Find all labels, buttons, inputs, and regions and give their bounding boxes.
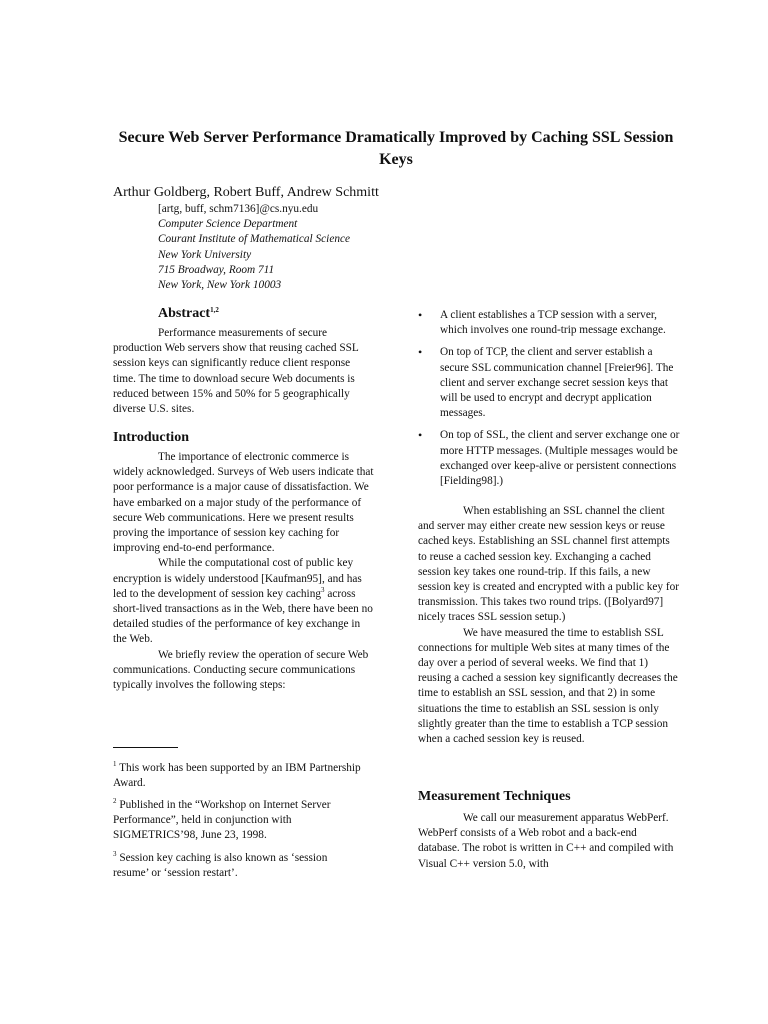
intro-paragraph-1: The importance of electronic commerce is widely acknowledged. Surveys of Web users indicate that poor performance is a major cause of dissatisfaction. We have embarked on a major study of the performance of secure Web communications. Here we present results proving the importance of session key caching for improving end-to-end performance. <box>113 451 374 555</box>
measurement-section <box>418 788 680 872</box>
address-line-1: 715 Broadway, Room 711 <box>158 263 275 276</box>
footnote-1: $^1$ This work has been supported by an IBM Partnership Award. <box>113 760 361 790</box>
introduction-heading: Introduction <box>113 430 189 445</box>
session-paragraph-2: We have measured the time to establish SSL connections for multiple Web sites at many times of the day over a period of several weeks. We find that 1) reusing a cached a session key significantly decreases the time to establish an SSL session, and that 2) in some situations the time to establish an SSL session is only slightly greater than the time to establish a TCP session when a cached session key is reused. <box>418 626 678 746</box>
abstract-section <box>113 305 375 417</box>
session-paragraph-1: When establishing an SSL channel the client and server may either create new session keys or reuse cached keys. Establishing an SSL channel first attempts to reuse a cached session key. Exchanging a cached session key takes one round-trip. If this fails, a new session key is created and encrypted with a public key for transmission. This takes two round trips. ([Bolyard97] nicely traces SSL session setup.) <box>418 505 679 624</box>
affiliation-block <box>158 202 350 293</box>
measurement-paragraph-1: We call our measurement apparatus WebPerf. WebPerf consists of a Web robot and a back-end database. The robot is written in C++ and compiled with Visual C++ version 5.0, with <box>418 812 674 870</box>
intro-paragraph-2: While the computational cost of public key encryption is widely understood [Kaufman95], and has led to the development of session key caching$^3$ across short-lived transactions as in the Web, there have been no detailed studies of the performance of key exchange in the Web. <box>113 557 373 646</box>
bullet-icon: • <box>418 345 423 360</box>
footnote-2: $^2$ Published in the “Workshop on Internet Server Performance”, held in conjunction with SIGMETRICS’98, June 23, 1998. <box>113 797 331 842</box>
introduction-section <box>113 429 375 693</box>
university: New York University <box>158 248 252 261</box>
steps-section <box>418 308 680 496</box>
bullet-icon: • <box>418 428 423 443</box>
footnote-rule <box>113 747 178 748</box>
author-email: [artg, buff, schm7136]@cs.nyu.edu <box>158 203 319 215</box>
author-list: Arthur Goldberg, Robert Buff, Andrew Schmitt <box>113 185 379 200</box>
list-item: • On top of SSL, the client and server exchange one or more HTTP messages. (Multiple messages would be exchanged over keep-alive or persistent connections [Fielding98].) <box>418 428 680 488</box>
footnote-3: $^3$ Session key caching is also known as ‘session resume’ or ‘session restart’. <box>113 850 328 880</box>
bullet-icon: • <box>418 308 423 322</box>
institute: Courant Institute of Mathematical Science <box>158 233 351 246</box>
abstract-text: Performance measurements of secure production Web servers show that reusing cached SSL session keys can significantly reduce client response time. The time to download secure Web documents is reduced between 15% and 50% for 5 geographically diverse U.S. sites. <box>113 327 359 416</box>
steps-list <box>418 308 680 489</box>
intro-paragraph-3: We briefly review the operation of secure Web communications. Conducting secure communications typically involves the following steps: <box>113 648 369 692</box>
address-line-2: New York, New York 10003 <box>158 279 282 292</box>
abstract-heading: Abstract$^{1,2}$ <box>158 306 219 321</box>
department: Computer Science Department <box>158 218 298 231</box>
list-item: • A client establishes a TCP session with a server, which involves one round-trip message exchange. <box>418 308 666 337</box>
session-paragraphs <box>418 504 680 747</box>
paper-title: Secure Web Server Performance Dramatically Improved by Caching SSL Session Keys <box>118 129 674 168</box>
measurement-heading: Measurement Techniques <box>418 789 571 804</box>
list-item: • On top of TCP, the client and server establish a secure SSL communication channel [Freier96]. The client and server exchange secret session keys that will be used to encrypt and decrypt application messages. <box>418 345 674 420</box>
